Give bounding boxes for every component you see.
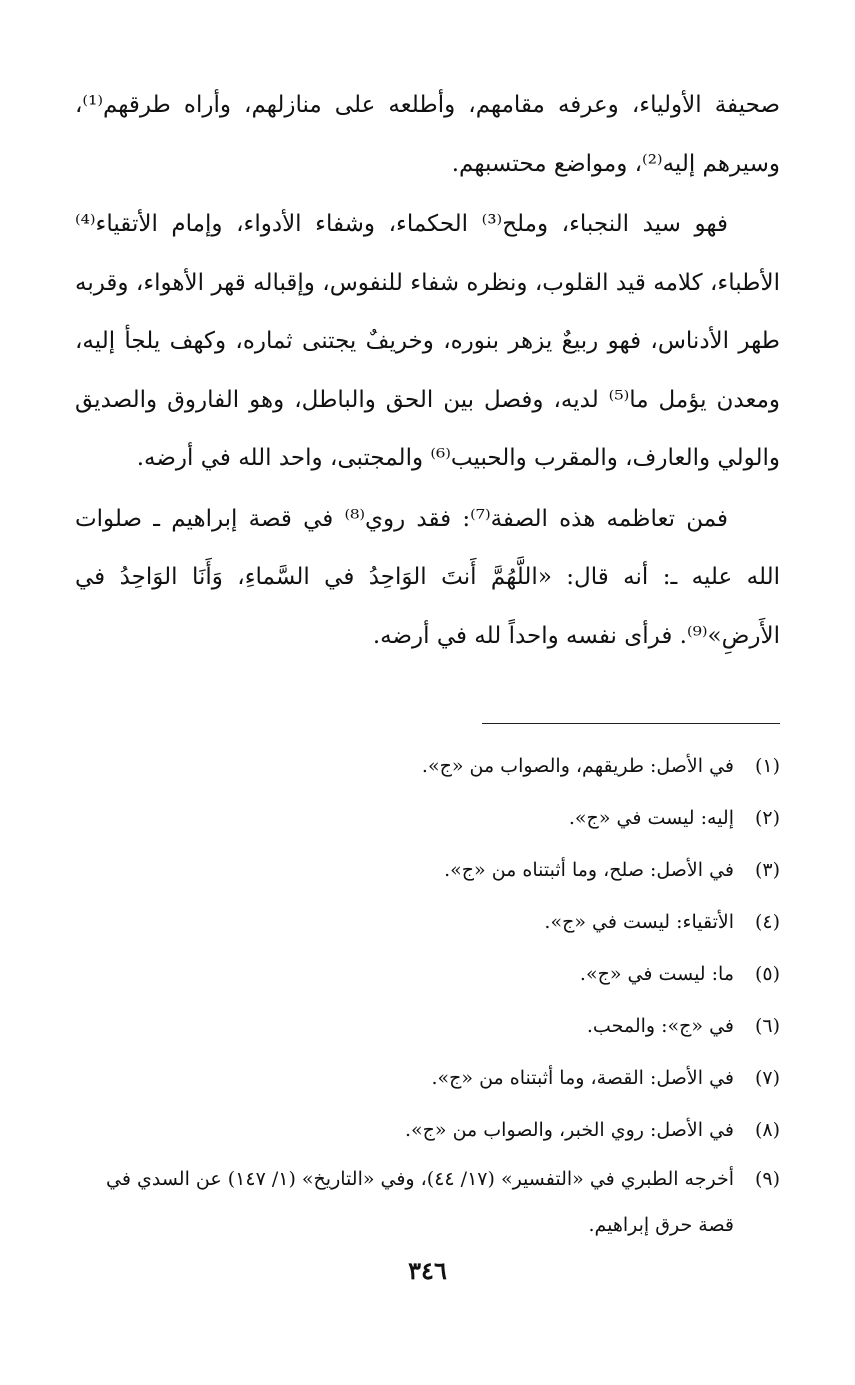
footnote-8 [70,1104,780,1156]
footnote-text: أخرجه الطبري في «التفسير» (١٧/ ٤٤)، وفي «التاريخ» (١/ ١٤٧) عن السدي في قصة حرق إبراهيم. [106,1168,734,1236]
footnote-number: (٢) [754,807,780,829]
footnote-text: ما: ليست في «ج». [579,963,734,985]
footnote-text: في «ج»: والمحب. [586,1015,734,1037]
footnote-number: (٤) [754,911,780,933]
footnote-text: في الأصل: صلح، وما أثبتناه من «ج». [444,859,734,881]
paragraph-2: فهو سيد النجباء، وملح⁽³⁾ الحكماء، وشفاء الأدواء، وإمام الأتقياء⁽⁴⁾ الأطباء، كلامه قيد القلوب، ونظره شفاء للنفوس، وإقباله قهر الأهواء، وقربه طهر الأدناس، فهو ربيعٌ يزهر بنوره، وخريفٌ يجتنى ثماره، وكهف يلجأ إليه، ومعدن يؤمل ما⁽⁵⁾ لديه، وفصل بين الحق والباطل، وهو الفاروق والصديق والولي والعارف، والمقرب والحبيب⁽⁶⁾ والمجتبى، واحد الله في أرضه. [75,211,780,471]
footnote-9 [70,1156,780,1248]
footnotes [70,740,780,1248]
page-number: ٣٤٦ [408,1256,447,1285]
footnote-1 [70,740,780,792]
footnote-number: (٦) [754,1015,780,1037]
footnote-5 [70,948,780,1000]
footnote-text: في الأصل: القصة، وما أثبتناه من «ج». [431,1067,734,1089]
footnote-number: (٣) [754,859,780,881]
footnote-3 [70,844,780,896]
paragraph-1: صحيفة الأولياء، وعرفه مقامهم، وأطلعه على منازلهم، وأراه طرقهم⁽¹⁾، وسيرهم إليه⁽²⁾، ومواضع محتسبهم. [75,92,780,177]
footnote-text: في الأصل: طريقهم، والصواب من «ج». [421,755,734,777]
footnote-number: (٩) [754,1168,780,1190]
footnote-number: (١) [754,755,780,777]
footnote-6 [70,1000,780,1052]
paragraph-3: فمن تعاظمه هذه الصفة⁽⁷⁾: فقد روي⁽⁸⁾ في قصة إبراهيم ـ صلوات الله عليه ـ: أنه قال: «اللَّهُمَّ أَنتَ الوَاحِدُ في السَّماءِ، وَأَنَا الوَاحِدُ في الأَرضِ»⁽⁹⁾. فرأى نفسه واحداً لله في أرضه. [75,505,780,649]
footnote-number: (٨) [754,1119,780,1141]
footnote-text: إليه: ليست في «ج». [568,807,734,829]
footnote-number: (٧) [754,1067,780,1089]
footnote-text: في الأصل: روي الخبر، والصواب من «ج». [405,1119,734,1141]
footnote-7 [70,1052,780,1104]
footnote-text: الأتقياء: ليست في «ج». [544,911,734,933]
footnote-2 [70,792,780,844]
footnote-4 [70,896,780,948]
footnote-number: (٥) [754,963,780,985]
footnote-divider [482,723,780,724]
main-text [75,76,780,665]
